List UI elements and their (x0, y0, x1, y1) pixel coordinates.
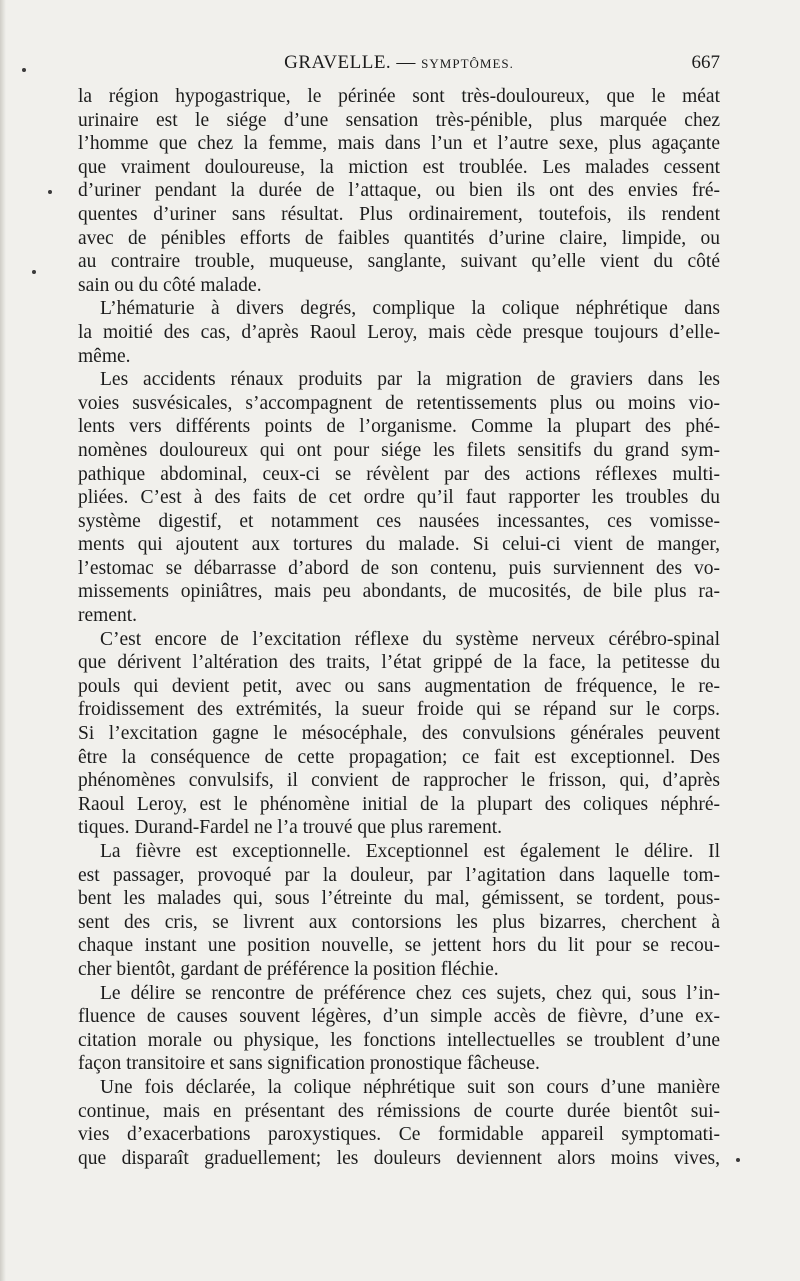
text-line: phénomènes convulsifs, il convient de rapprocher le frisson, qui, d’après (78, 770, 720, 792)
text-line: tiques. Durand-Fardel ne l’a trouvé que plus rarement. (78, 817, 502, 839)
running-header (78, 52, 720, 82)
text-line: Raoul Leroy, est le phénomène initial de la plupart des coliques néphré- (78, 793, 720, 815)
text-line: Si l’excitation gagne le mésocéphale, des convulsions générales peuvent (78, 723, 720, 745)
text-line: nomènes douloureux qui ont pour siége les filets sensitifs du grand sym- (78, 439, 720, 461)
text-line: sent des cris, se livrent aux contorsions les plus bizarres, cherchent à (78, 911, 720, 933)
text-line: urinaire est le siége d’une sensation très-pénible, plus marquée chez (78, 109, 720, 131)
margin-mark (22, 68, 26, 72)
text-line: est passager, provoqué par la douleur, par l’agitation dans laquelle tom- (78, 864, 720, 886)
text-line: continue, mais en présentant des rémissions de courte durée bientôt sui- (78, 1100, 720, 1122)
text-line: être la conséquence de cette propagation; ce fait est exceptionnel. Des (78, 746, 720, 768)
text-line: missements opiniâtres, mais peu abondants, de mucosités, de bile plus ra- (78, 581, 720, 603)
text-line: avec de pénibles efforts de faibles quantités d’urine claire, limpide, ou (78, 227, 720, 249)
text-line: vies d’exacerbations paroxystiques. Ce formidable appareil symptomati- (78, 1124, 720, 1146)
paragraph (78, 840, 720, 982)
text-line: C’est encore de l’excitation réflexe du système nerveux cérébro-spinal (100, 628, 720, 650)
text-line: chaque instant une position nouvelle, se jettent hors du lit pour se recou- (78, 935, 720, 957)
book-title: GRAVELLE. (284, 52, 392, 73)
header-separator: — (396, 52, 416, 73)
text-line: que vraiment douloureuse, la miction est troublée. Les malades cessent (78, 156, 720, 178)
text-line: La fièvre est exceptionnelle. Exceptionnel est également le délire. Il (100, 841, 720, 862)
text-line: au contraire trouble, muqueuse, sanglante, suivant qu’elle vient du côté (78, 251, 720, 273)
text-line: rement. (78, 605, 138, 627)
text-line: L’hématurie à divers degrés, complique la colique néphrétique dans (100, 298, 720, 320)
text-line: que dérivent l’altération des traits, l’état grippé de la face, la petitesse du (78, 652, 720, 674)
text-line: système digestif, et notamment ces nausées incessantes, ces vomisse- (78, 510, 720, 532)
text-line: lents vers différents points de l’organisme. Comme la plupart des phé- (78, 416, 720, 438)
text-line: l’homme que chez la femme, mais dans l’un et l’autre sexe, plus agaçante (78, 133, 720, 155)
margin-mark (736, 1158, 740, 1162)
text-line: Les accidents rénaux produits par la migration de graviers dans les (100, 369, 720, 391)
paragraph (78, 982, 720, 1076)
text-line: sain ou du côté malade. (78, 274, 262, 296)
text-line: fluence de causes souvent légères, d’un simple accès de fièvre, d’une ex- (78, 1006, 720, 1028)
text-line: quentes d’uriner sans résultat. Plus ordinairement, toutefois, ils rendent (78, 203, 720, 225)
text-line: bent les malades qui, sous l’étreinte du mal, gémissent, se tordent, pous- (78, 888, 720, 910)
text-line: que disparaît graduellement; les douleurs deviennent alors moins vives, (78, 1147, 720, 1169)
text-line: l’estomac se débarrasse d’abord de son contenu, puis surviennent des vo- (78, 557, 720, 579)
text-line: la moitié des cas, d’après Raoul Leroy, mais cède presque toujours d’elle- (78, 321, 720, 343)
text-line: pliées. C’est à des faits de cet ordre qu’il faut rapporter les troubles du (78, 487, 720, 509)
text-line: pouls qui devient petit, avec ou sans augmentation de fréquence, le re- (78, 675, 720, 697)
body-text (78, 85, 720, 1170)
text-line: pathique abdominal, ceux-ci se révèlent par des actions réflexes multi- (78, 463, 720, 485)
page-number: 667 (691, 52, 720, 73)
text-line: même. (78, 345, 131, 367)
text-line: d’uriner pendant la durée de l’attaque, ou bien ils ont des envies fré- (78, 180, 720, 202)
paragraph (78, 368, 720, 628)
text-line: ments qui ajoutent aux tortures du malade. Si celui-ci vient de manger, (78, 534, 720, 556)
text-line: cher bientôt, gardant de préférence la position fléchie. (78, 958, 499, 980)
page-edge (0, 0, 6, 1281)
margin-mark (48, 190, 52, 194)
text-line: façon transitoire et sans signification pronostique fâcheuse. (78, 1053, 540, 1075)
paragraph (78, 628, 720, 840)
text-line: voies susvésicales, s’accompagnent de retentissements plus ou moins vio- (78, 392, 720, 414)
running-title (78, 52, 720, 74)
paragraph (78, 297, 720, 368)
text-line: froidissement des extrémités, la sueur froide qui se répand sur le corps. (78, 699, 720, 721)
paragraph (78, 85, 720, 297)
section-title: SYMPTÔMES. (421, 56, 514, 71)
text-line: la région hypogastrique, le périnée sont très-douloureux, que le méat (78, 86, 720, 107)
text-line: Le délire se rencontre de préférence chez ces sujets, chez qui, sous l’in- (100, 982, 720, 1004)
margin-mark (32, 270, 36, 274)
text-line: citation morale ou physique, les fonctions intellectuelles se troublent d’une (78, 1029, 720, 1051)
paragraph (78, 1076, 720, 1170)
text-line: Une fois déclarée, la colique néphrétique suit son cours d’une manière (100, 1076, 720, 1098)
